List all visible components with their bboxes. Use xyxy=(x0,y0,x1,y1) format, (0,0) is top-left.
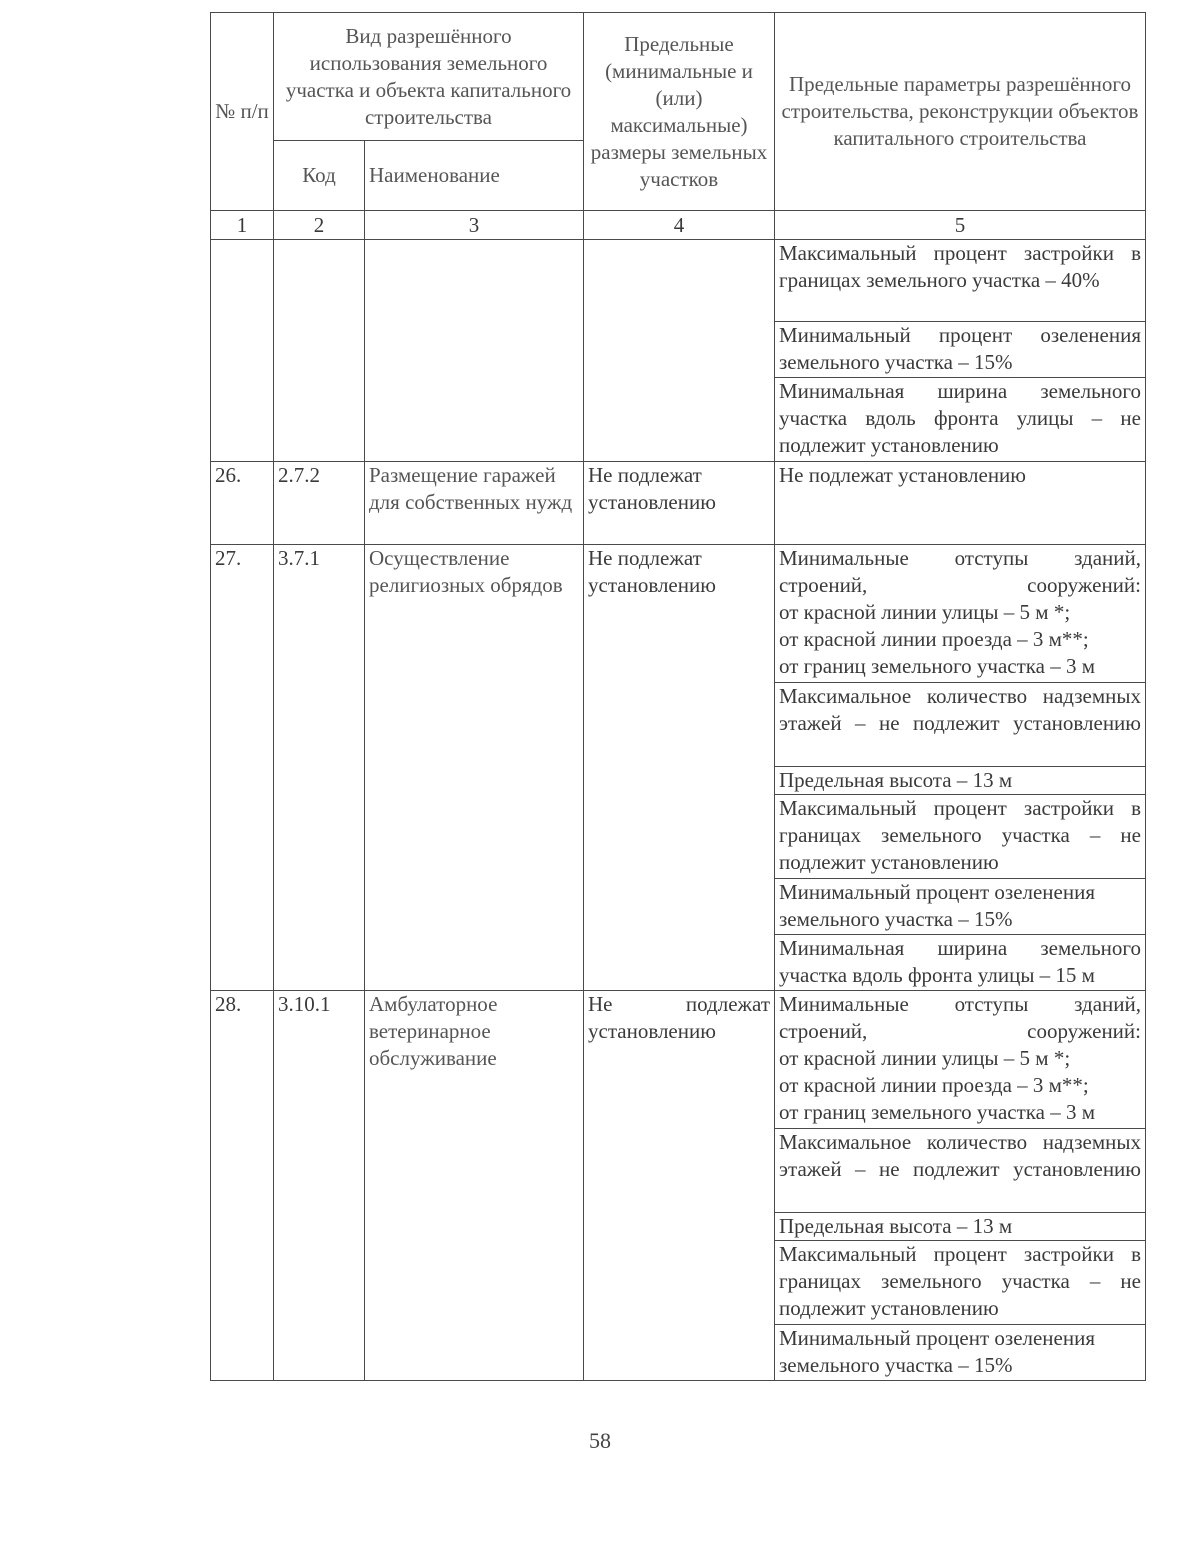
param-cell: Предельная высота – 13 м xyxy=(775,767,1146,795)
row-num: 28. xyxy=(211,991,274,1381)
col-number-2: 2 xyxy=(274,211,365,240)
param-line: от красной линии проезда – 3 м**; xyxy=(779,1073,1089,1097)
param-cell xyxy=(775,545,1146,683)
param-line: от границ земельного участка – 3 м xyxy=(779,1100,1096,1124)
param-line: от красной линии проезда – 3 м**; xyxy=(779,627,1089,651)
param-cell: Минимальный процент озеленения земельного участка – 15% xyxy=(775,879,1146,935)
param-line: от границ земельного участка – 3 м xyxy=(779,654,1096,678)
param-cell xyxy=(775,991,1146,1129)
table-row xyxy=(211,462,1146,545)
row-sizes: Не подлежат установлению xyxy=(584,462,775,545)
param-cell: Предельная высота – 13 м xyxy=(775,1213,1146,1241)
col-number-1: 1 xyxy=(211,211,274,240)
param-line: Минимальные отступы зданий, строений, сооружений: xyxy=(779,546,1141,597)
row-name: Осуществление религиозных обрядов xyxy=(365,545,584,991)
param-cell: Максимальное количество надземных этажей – не подлежит установлению xyxy=(775,683,1146,767)
header-code: Код xyxy=(274,141,365,211)
param-line: от красной линии улицы – 5 м *; xyxy=(779,1046,1071,1070)
col-number-3: 3 xyxy=(365,211,584,240)
param-cell: Минимальная ширина земельного участка вдоль фронта улицы – 15 м xyxy=(775,935,1146,991)
row-code: 3.10.1 xyxy=(274,991,365,1381)
row-sizes: Не подлежат установлению xyxy=(584,991,775,1381)
row-name: Амбулаторное ветеринарное обслуживание xyxy=(365,991,584,1381)
header-name: Наименование xyxy=(365,141,584,211)
param-cell: Максимальный процент застройки в границах земельного участка – не подлежит установлению xyxy=(775,1241,1146,1325)
header-construction-params: Предельные параметры разрешённого строительства, реконструкции объектов капитального строительства xyxy=(775,13,1146,211)
cont-num xyxy=(211,240,274,462)
col-number-5: 5 xyxy=(775,211,1146,240)
page-number: 58 xyxy=(589,1428,611,1453)
param-line: от красной линии улицы – 5 м *; xyxy=(779,600,1071,624)
cont-name xyxy=(365,240,584,462)
row-code: 2.7.2 xyxy=(274,462,365,545)
param-line: Минимальные отступы зданий, строений, сооружений: xyxy=(779,992,1141,1043)
cont-sizes xyxy=(584,240,775,462)
table-row xyxy=(211,991,1146,1129)
header-num: № п/п xyxy=(211,13,274,211)
row-sizes: Не подлежат установлению xyxy=(584,545,775,991)
param-cell: Максимальное количество надземных этажей – не подлежит установлению xyxy=(775,1129,1146,1213)
row-code: 3.7.1 xyxy=(274,545,365,991)
table-row xyxy=(211,545,1146,683)
param-cell: Не подлежат установлению xyxy=(775,462,1146,545)
cont-code xyxy=(274,240,365,462)
land-use-table xyxy=(210,12,1146,1381)
param-cell: Минимальный процент озеленения земельного участка – 15% xyxy=(775,1325,1146,1381)
param-cell: Минимальный процент озеленения земельного участка – 15% xyxy=(775,322,1146,378)
header-plot-sizes: Предельные (минимальные и (или) максимальные) размеры земельных участков xyxy=(584,13,775,211)
row-num: 27. xyxy=(211,545,274,991)
header-land-use-type: Вид разрешённого использования земельного участка и объекта капитального строительства xyxy=(274,13,584,141)
row-name: Размещение гаражей для собственных нужд xyxy=(365,462,584,545)
param-cell: Максимальный процент застройки в границах земельного участка – не подлежит установлению xyxy=(775,795,1146,879)
param-cell: Минимальная ширина земельного участка вдоль фронта улицы – не подлежит установлению xyxy=(775,378,1146,462)
col-number-4: 4 xyxy=(584,211,775,240)
param-cell: Максимальный процент застройки в границах земельного участка – 40% xyxy=(775,240,1146,322)
row-num: 26. xyxy=(211,462,274,545)
